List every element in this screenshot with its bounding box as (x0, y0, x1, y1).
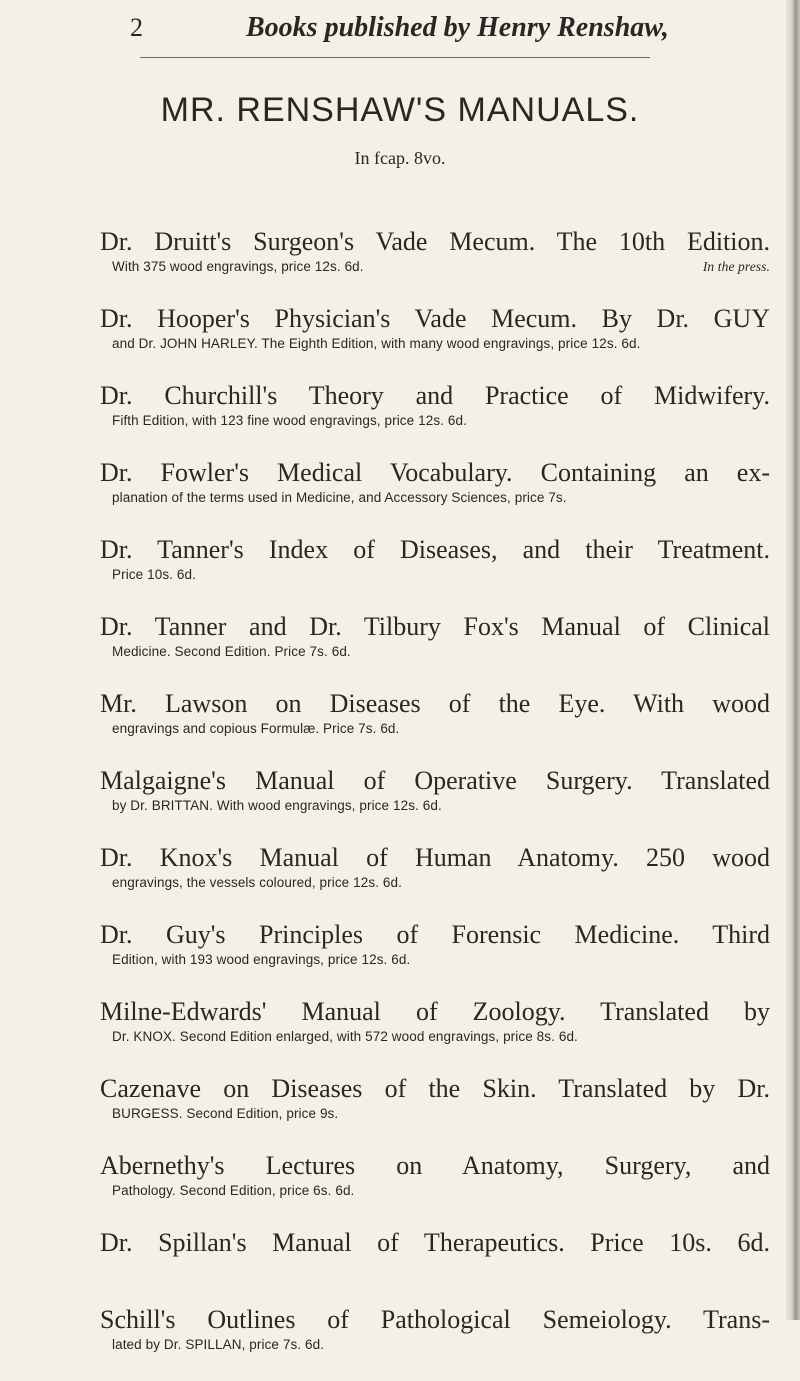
book-title: Schill's Outlines of Pathological Semeiology. Trans- (100, 1305, 770, 1334)
book-title: Milne-Edwards' Manual of Zoology. Translated by (100, 997, 770, 1026)
page-edge (786, 0, 800, 1320)
book-entry (100, 688, 770, 765)
book-title: Mr. Lawson on Diseases of the Eye. With wood (100, 689, 770, 718)
book-title: Dr. Guy's Principles of Forensic Medicine. Third (100, 920, 770, 949)
book-description: and Dr. JOHN HARLEY. The Eighth Edition, with many wood engravings, price 12s. 6d. (112, 336, 641, 351)
page-number: 2 (130, 13, 143, 42)
book-description: Fifth Edition, with 123 fine wood engravings, price 12s. 6d. (112, 413, 467, 428)
book-description: by Dr. BRITTAN. With wood engravings, price 12s. 6d. (112, 798, 442, 813)
book-title: Dr. Knox's Manual of Human Anatomy. 250 wood (100, 843, 770, 872)
book-list (100, 226, 770, 1381)
book-description-text: With 375 wood engravings, price 12s. 6d. (112, 259, 364, 274)
running-title: Books published by Henry Renshaw, (246, 12, 669, 43)
book-entry (100, 919, 770, 996)
book-description: Pathology. Second Edition, price 6s. 6d. (112, 1183, 355, 1198)
book-entry (100, 842, 770, 919)
book-title: Dr. Hooper's Physician's Vade Mecum. By Dr. GUY (100, 304, 770, 333)
book-entry (100, 226, 770, 303)
book-entry (100, 765, 770, 842)
book-description (112, 258, 770, 275)
book-entry (100, 457, 770, 534)
book-entry (100, 534, 770, 611)
book-title: Cazenave on Diseases of the Skin. Translated by Dr. (100, 1074, 770, 1103)
book-title: Abernethy's Lectures on Anatomy, Surgery, and (100, 1151, 770, 1180)
book-description: Price 10s. 6d. (112, 567, 196, 582)
book-title: Dr. Churchill's Theory and Practice of Midwifery. (100, 381, 770, 410)
running-head (130, 10, 670, 50)
book-title: Dr. Fowler's Medical Vocabulary. Containing an ex- (100, 458, 770, 487)
book-title: Dr. Tanner's Index of Diseases, and their Treatment. (100, 535, 770, 564)
book-entry (100, 1073, 770, 1150)
book-entry (100, 303, 770, 380)
book-status-note: In the press. (702, 259, 770, 274)
header-rule (140, 57, 650, 58)
book-description: lated by Dr. SPILLAN, price 7s. 6d. (112, 1337, 325, 1352)
book-entry (100, 1150, 770, 1227)
book-entry (100, 380, 770, 457)
book-description: Dr. KNOX. Second Edition enlarged, with 572 wood engravings, price 8s. 6d. (112, 1029, 578, 1044)
format-subtitle: In fcap. 8vo. (354, 148, 446, 168)
book-description: Edition, with 193 wood engravings, price 12s. 6d. (112, 952, 411, 967)
book-description: engravings, the vessels coloured, price 12s. 6d. (112, 875, 402, 890)
section-title: MR. RENSHAW'S MANUALS. (160, 91, 640, 129)
book-title: Dr. Spillan's Manual of Therapeutics. Price 10s. 6d. (100, 1228, 770, 1257)
book-title: Dr. Tanner and Dr. Tilbury Fox's Manual of Clinical (100, 612, 770, 641)
book-description: engravings and copious Formulæ. Price 7s. 6d. (112, 721, 400, 736)
book-description: Medicine. Second Edition. Price 7s. 6d. (112, 644, 351, 659)
book-entry (100, 1304, 770, 1381)
book-description: planation of the terms used in Medicine, and Accessory Sciences, price 7s. (112, 490, 567, 505)
book-entry (100, 611, 770, 688)
book-description: BURGESS. Second Edition, price 9s. (112, 1106, 339, 1121)
book-entry (100, 1227, 770, 1304)
book-entry (100, 996, 770, 1073)
book-title: Malgaigne's Manual of Operative Surgery. Translated (100, 766, 770, 795)
book-title: Dr. Druitt's Surgeon's Vade Mecum. The 10th Edition. (100, 227, 770, 256)
